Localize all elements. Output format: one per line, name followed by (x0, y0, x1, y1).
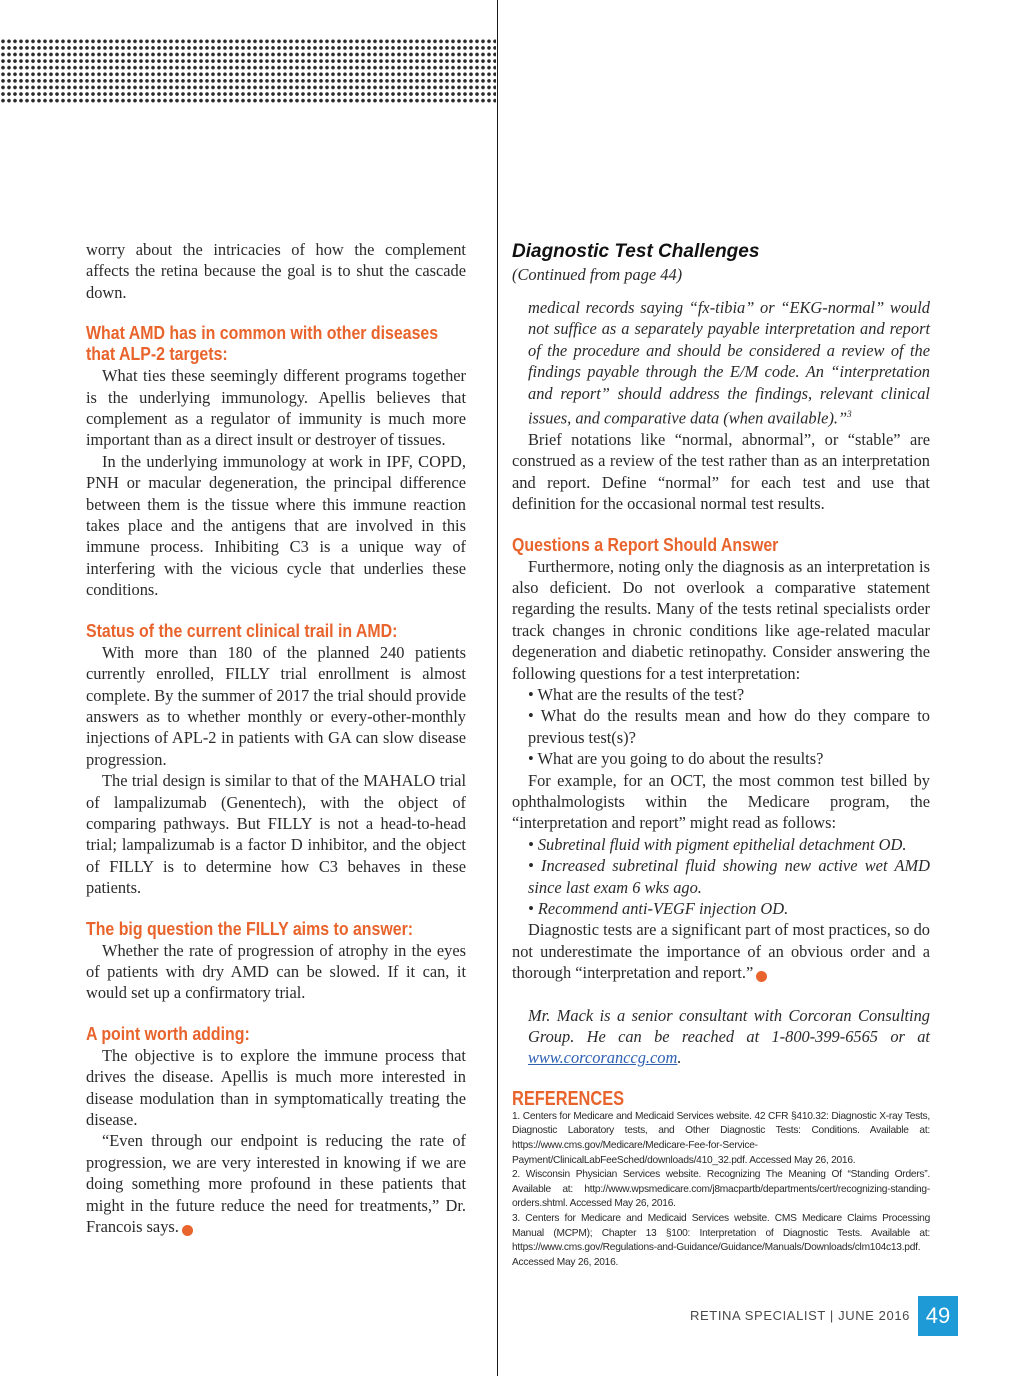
footnote-ref: 3 (847, 409, 852, 420)
publication-name: RETINA SPECIALIST (690, 1308, 826, 1323)
dot-pattern-decoration (0, 38, 496, 104)
bio-text: Mr. Mack is a senior consultant with Corcoran Consulting Group. He can be reached at 1-800-399-6565 or at (528, 1005, 930, 1047)
corcoran-website-link[interactable]: www.corcoranccg.com (528, 1048, 678, 1068)
section-heading-big-question: The big question the FILLY aims to answer: (86, 917, 414, 939)
paragraph: The objective is to explore the immune process that drives the disease. Apellis is much more interested in disease modulation than in symptomatically treating the disease. (86, 1045, 466, 1129)
example-item: • Increased subretinal fluid showing new active wet AMD since last exam 6 wks ago. (528, 856, 930, 897)
quoted-block (512, 297, 930, 429)
paragraph: Whether the rate of progression of atrophy in the eyes of patients with dry AMD can be slowed. If it can, it would set up a confirmatory trial. (86, 940, 466, 1003)
reference-item: 1. Centers for Medicare and Medicaid Services website. 42 CFR §410.32: Diagnostic X-ray Tests, Diagnostic Laboratory tests, and Other Diagnostic Tests: Conditions. Available at: https://www.cms.gov/Medicare/Medicare-Fee-for-Service-Payment/ClinicalLabFeeSched/downloads/410_32.pdf. Accessed May 26, 2016. (512, 1110, 930, 1166)
continued-from: (Continued from page 44) (512, 265, 683, 284)
page-number: 49 (918, 1296, 958, 1336)
left-column (86, 239, 466, 1237)
column-divider (497, 0, 498, 1376)
bullet-item: • What are you going to do about the results? (528, 749, 824, 769)
example-item: • Recommend anti-VEGF injection OD. (528, 899, 789, 919)
article-title: Diagnostic Test Challenges (512, 241, 760, 262)
paragraph (86, 1130, 466, 1237)
bullet-item: • What do the results mean and how do they compare to previous test(s)? (528, 706, 930, 747)
rs-end-mark-icon: RS (756, 971, 767, 982)
bio-end: . (677, 1048, 682, 1068)
footer-publication (690, 1308, 910, 1323)
reference-item: 3. Centers for Medicare and Medicaid Services website. CMS Medicare Claims Processing Manual (MCPM); Chapter 13 §100: Interpretation of Diagnostic Tests. Available at: https://www.cms.gov/Regulations-and-Guidance/Guidance/Manuals/Downloads/clm104c13.pdf. Accessed May 26, 2016. (512, 1213, 930, 1268)
paragraph (512, 919, 930, 983)
example-item: • Subretinal fluid with pigment epithelial detachment OD. (528, 834, 907, 854)
section-heading-amd-common: What AMD has in common with other diseases that ALP-2 targets: (86, 322, 439, 365)
section-heading-questions: Questions a Report Should Answer (512, 533, 779, 555)
right-column (512, 239, 930, 1270)
footer-separator: | (829, 1308, 834, 1323)
author-bio (512, 1005, 930, 1069)
references-heading: REFERENCES (512, 1087, 625, 1110)
paragraph: Furthermore, noting only the diagnosis as an interpretation is also deficient. Do not overlook a comparative statement regarding the results. Many of the tests retinal specialists order track changes in chronic conditions like age-related macular degeneration and diabetic retinopathy. Consider answering the following questions for a test interpretation: (512, 556, 930, 683)
paragraph: With more than 180 of the planned 240 patients currently enrolled, FILLY trial enrollment is almost complete. By the summer of 2017 the trial should provide answers as to whether monthly or every-other-monthly injections of APL-2 in patients with GA can slow disease progression. (86, 642, 466, 769)
page-footer (600, 1296, 960, 1336)
paragraph: Brief notations like “normal, abnormal”, or “stable” are construed as a review of the test rather than as an interpretation and report. Define “normal” for each test and use that definition for the occasional normal test results. (512, 429, 930, 514)
bullet-item: • What are the results of the test? (528, 684, 745, 704)
section-heading-trial-status: Status of the current clinical trail in AMD: (86, 619, 398, 641)
issue-date: JUNE 2016 (838, 1308, 910, 1323)
paragraph: In the underlying immunology at work in IPF, COPD, PNH or macular degeneration, the principal difference between them is the tissue where this immune reaction takes place and the antigens that are involved in this immune process. Inhibiting C3 is a unique way of interfering with the vicious cycle that underlies these conditions. (86, 451, 466, 600)
paragraph: For example, for an OCT, the most common test billed by ophthalmologists within the Medicare program, the “interpretation and report” might read as follows: (512, 770, 930, 833)
intro-paragraph: worry about the intricacies of how the complement affects the retina because the goal is to shut the cascade down. (86, 240, 466, 302)
paragraph: The trial design is similar to that of the MAHALO trial of lampalizumab (Genentech), with the object of comparing pathways. But FILLY is not a head-to-head trial; lampalizumab is a factor D inhibitor, and the object of FILLY is to determine how C3 behaves in these patients. (86, 771, 466, 898)
paragraph: What ties these seemingly different programs together is the underlying immunology. Apellis believes that complement as a regulator of immunity is much more important than as a direct insult or destroyer of tissues. (86, 366, 466, 450)
quote-text: medical records saying “fx-tibia” or “EKG-normal” would not suffice as a separately payable interpretation and report of the procedure and should be considered a review of the findings payable through the E/M code. An “interpretation and report” should address the findings, relevant clinical issues, and comparative data (when available).” (528, 298, 930, 428)
section-heading-point-worth-adding: A point worth adding: (86, 1022, 250, 1044)
rs-end-mark-icon: RS (182, 1225, 193, 1236)
reference-item: 2. Wisconsin Physician Services website. Recognizing The Meaning Of “Standing Orders”. Available at: http://www.wpsmedicare.com/j8macpartb/departments/cert/recognizing-standing-orders.shtml. Accessed May 26, 2016. (512, 1169, 930, 1210)
closing-text: Diagnostic tests are a significant part of most practices, so do not underestimate the importance of an obvious order and a thorough “interpretation and report.” (512, 920, 930, 983)
quote-text: “Even through our endpoint is reducing the rate of progression, we are very interested in knowing if we are doing something more profound in these patients that might in the future reduce the need for treatments,” Dr. Francois says. (86, 1131, 466, 1237)
